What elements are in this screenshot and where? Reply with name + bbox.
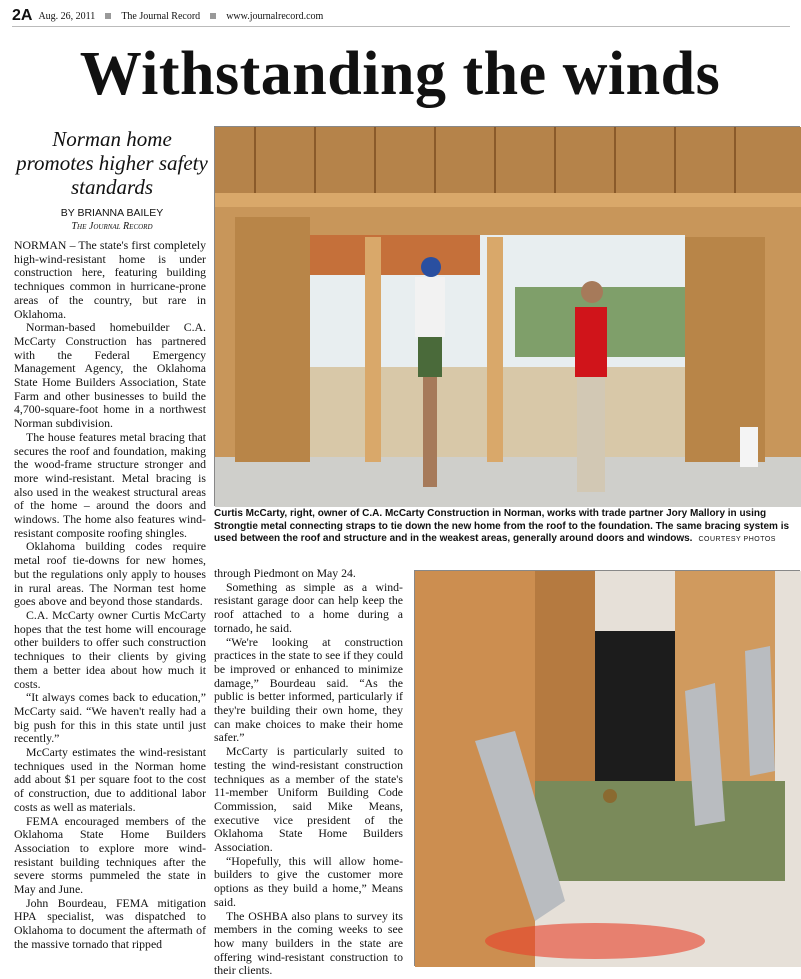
headline: Withstanding the winds	[79, 40, 721, 108]
folio-bar	[12, 6, 790, 27]
paragraph: C.A. McCarty owner Curtis McCarty hopes that the test home will encourage other builders to offer such construction techniques to their clients by giving them a better idea about how much it costs.	[14, 607, 206, 691]
photo-caption	[214, 508, 798, 547]
stud	[487, 237, 503, 462]
green-sill-plate	[535, 781, 785, 881]
separator-square-icon	[105, 13, 111, 19]
legs	[423, 377, 437, 487]
paragraph: through Piedmont on May 24.	[214, 566, 356, 580]
paper-url[interactable]: www.journalrecord.com	[226, 10, 324, 22]
head	[581, 281, 603, 303]
paragraph: McCarty is particularly suited to testing the wind-resistant construction techniques as a member of the state's 11-member Uniform Building Code Commission, said Mike Means, executive vice president of the Oklahoma State Home Builders Association.	[214, 744, 403, 855]
porch-ceiling	[310, 235, 480, 275]
house-framing-illustration	[215, 127, 801, 507]
metal-strap-illustration	[415, 571, 801, 967]
deck: Norman home promotes higher safety standards	[16, 127, 208, 199]
paragraph: “It always comes back to education,” McCarty said. “We haven't really had a big push for this in this state until just recently.”	[14, 690, 206, 746]
bucket	[740, 427, 758, 467]
khaki-pants	[577, 377, 605, 492]
osb-wall-left	[235, 217, 310, 462]
dark-gap	[595, 631, 675, 801]
metal-strap	[745, 646, 775, 776]
photo-credit: COURTESY PHOTOS	[698, 536, 776, 543]
paragraph: The house features metal bracing that secures the roof and foundation, making the wood-frame structure stronger and more wind-resistant. Metal bracing is also used in the weakest structural areas of the home – around the doors and windows. The home also features wind-resistant composite roofing shingles.	[14, 429, 206, 540]
stud	[365, 237, 381, 462]
paragraph: The OSHBA also plans to survey its members in the coming weeks to see how many builders in the state are offering wind-resistant construction to their clients.	[214, 908, 403, 978]
page-number: 2A	[12, 7, 33, 24]
byline-org: The Journal Record	[71, 221, 153, 232]
cap	[421, 257, 441, 277]
paragraph: McCarty estimates the wind-resistant techniques used in the Norman home add about $1 per square foot to the cost of construction, due to additional labor costs as well as materials.	[14, 745, 206, 814]
paragraph: Something as simple as a wind-resistant garage door can help keep the roof attached to a home during a tornado, he said.	[214, 579, 403, 635]
worker-left-shirt	[415, 277, 445, 337]
anchor-bolt	[603, 789, 617, 803]
separator-square-icon	[210, 13, 216, 19]
paragraph: FEMA encouraged members of the Oklahoma State Home Builders Association to explore more wind-resistant building techniques after the severe storms pummeled the state in May and June.	[14, 813, 206, 897]
issue-date: Aug. 26, 2011	[38, 10, 96, 22]
paragraph: Norman-based homebuilder C.A. McCarty Construction has partnered with the Federal Emergency Management Agency, the Oklahoma State Home Builders Association, State Farm and other businesses to build the 4,700-square-foot home in a northwest Norman subdivision.	[14, 320, 206, 431]
strap-closeup-photo	[414, 570, 800, 966]
concrete-floor	[215, 457, 801, 507]
paragraph: John Bourdeau, FEMA mitigation HPA specialist, was dispatched to Oklahoma to document the aftermath of the massive tornado that ripped	[14, 895, 206, 951]
paragraph: “Hopefully, this will allow home-builders to give the customer more options as they build a home,” Means said.	[214, 853, 403, 909]
body-column-2	[214, 566, 403, 978]
caption-text: Curtis McCarty, right, owner of C.A. McCarty Construction in Norman, works with trade partner Jory Mallory in using Strongtie metal connecting straps to tie down the new home from the roof to the foundation. The same bracing system is used between the roof and structure and in the weakest areas, generally around doors and windows.	[214, 508, 790, 544]
camo-shorts	[418, 337, 442, 377]
paragraph: Oklahoma building codes require metal roof tie-downs for new homes, but the regulations only apply to houses in rural areas. The Norman test home goes above and beyond those standards.	[14, 539, 206, 609]
construction-photo	[214, 126, 800, 506]
byline: BY BRIANNA BAILEY	[60, 207, 164, 219]
red-paint-mark	[485, 923, 705, 959]
paper-name: The Journal Record	[121, 10, 201, 22]
body-column-1	[14, 239, 206, 969]
paragraph: “We're looking at construction practices in the state to see if they could be improved or enhanced to minimize damage,” Bourdeau said. “As the public is better informed, particularly if they're building their own home, they can make choices to make their home safer.”	[214, 634, 403, 745]
ceiling-osb	[215, 127, 801, 197]
paragraph: NORMAN – The state's first completely high-wind-resistant home is under construction here, featuring building techniques common in hurricane-prone areas of the country, but rare in Oklahoma.	[14, 238, 206, 321]
header-beam	[215, 193, 801, 207]
worker-right-shirt	[575, 307, 607, 377]
